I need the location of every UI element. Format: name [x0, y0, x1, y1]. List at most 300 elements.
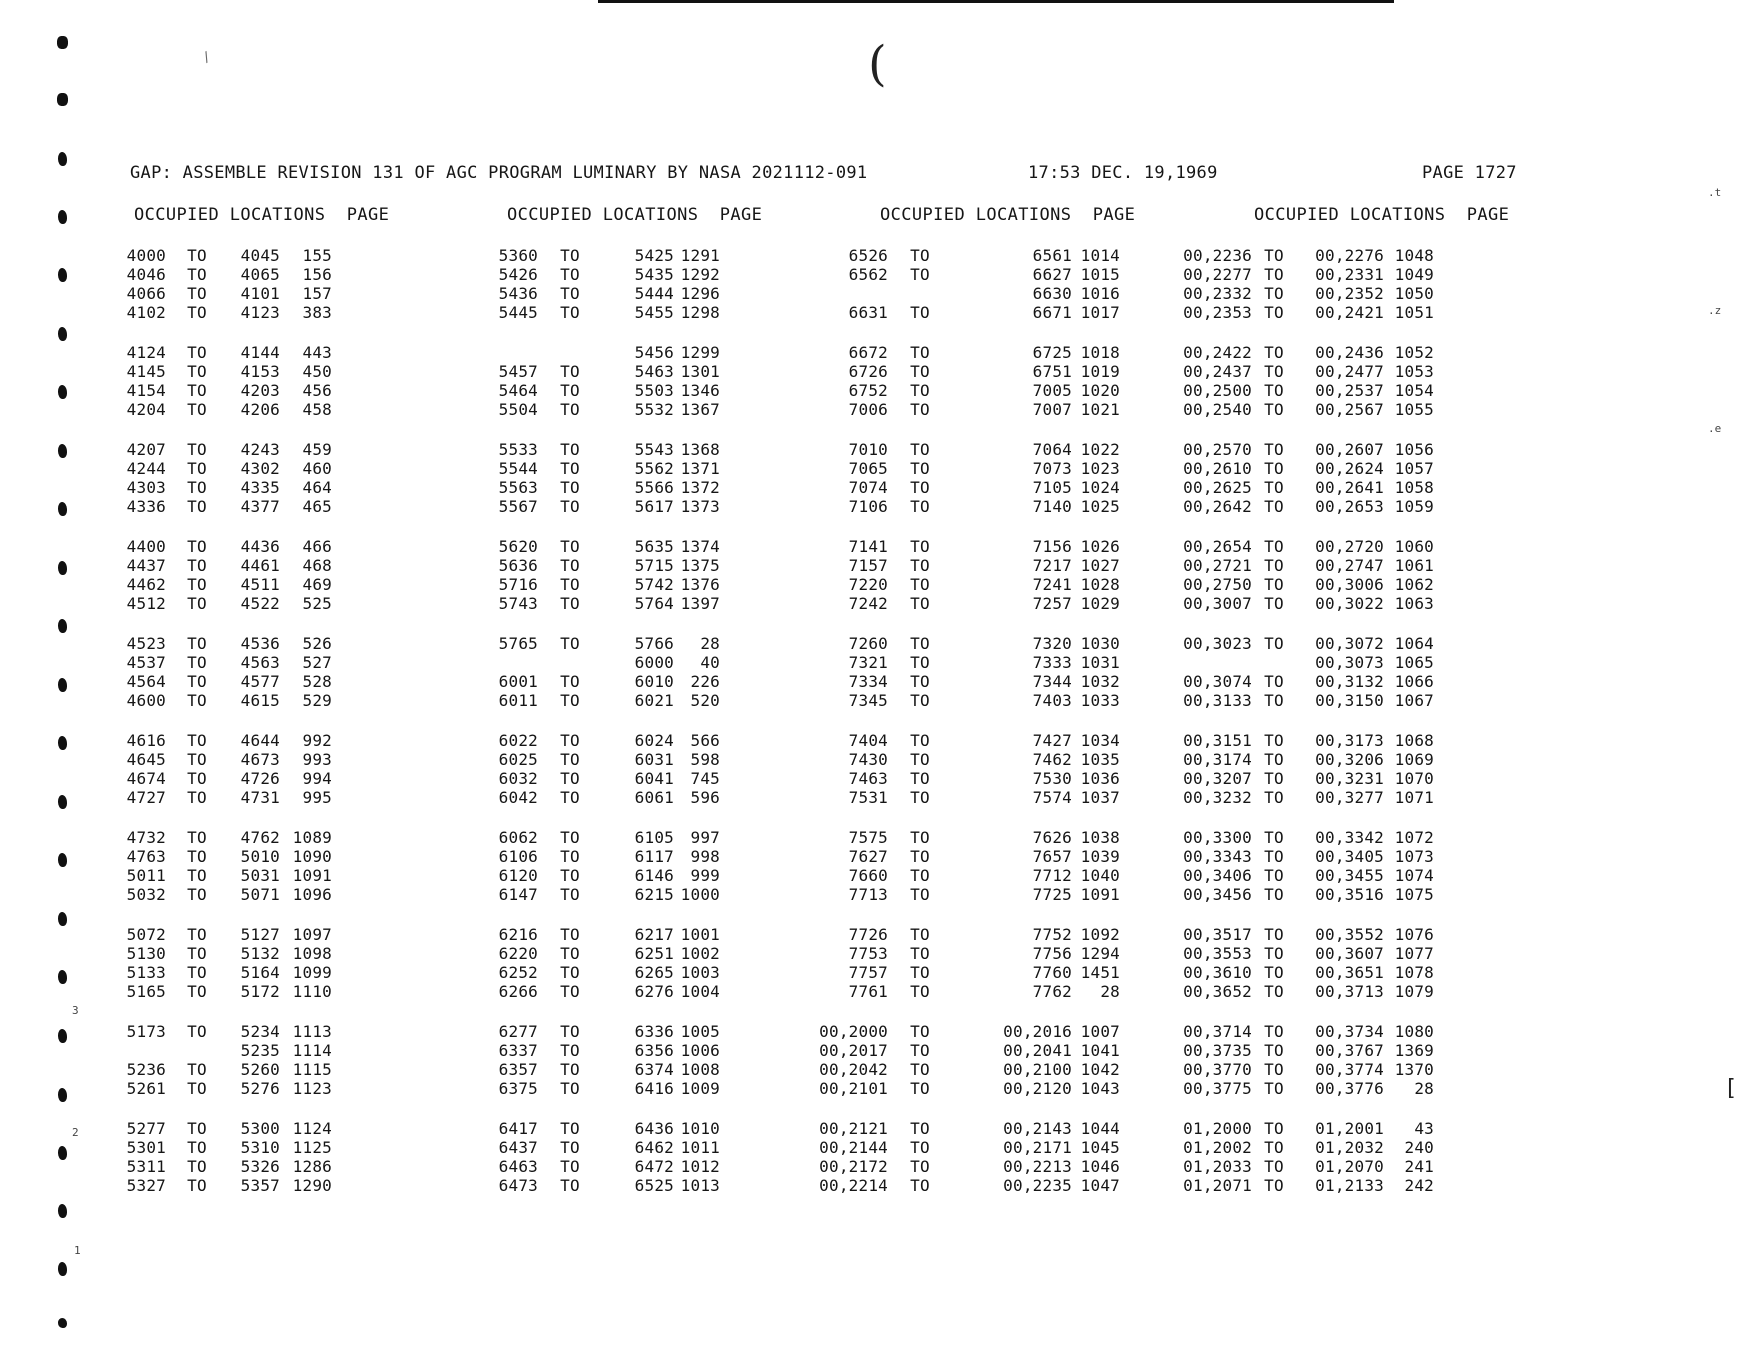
start-address: 7713: [848, 885, 888, 904]
location-group: [474, 537, 720, 634]
location-row: [816, 1060, 1120, 1079]
page-ref: 464: [302, 478, 332, 497]
page-ref: 1051: [1394, 303, 1434, 322]
end-address: 4536: [240, 634, 280, 653]
end-address: 6215: [634, 885, 674, 904]
page-ref: 40: [700, 653, 720, 672]
start-address: 01,2071: [1183, 1176, 1252, 1195]
to-keyword: TO: [560, 731, 580, 750]
end-address: 5617: [634, 497, 674, 516]
page-ref: 1065: [1394, 653, 1434, 672]
location-row: [816, 769, 1120, 788]
margin-mark: 2: [72, 1126, 79, 1139]
end-address: 00,2477: [1315, 362, 1384, 381]
location-row: [1170, 556, 1434, 575]
page-ref: 1451: [1080, 963, 1120, 982]
location-row: [816, 1157, 1120, 1176]
location-row: [816, 944, 1120, 963]
start-address: 4732: [126, 828, 166, 847]
to-keyword: TO: [187, 982, 207, 1001]
location-row: [102, 788, 332, 807]
page-ref: 1004: [680, 982, 720, 1001]
location-group: [1170, 828, 1434, 925]
to-keyword: TO: [187, 478, 207, 497]
to-keyword: TO: [560, 1022, 580, 1041]
start-address: 7334: [848, 672, 888, 691]
start-address: 6526: [848, 246, 888, 265]
to-keyword: TO: [560, 925, 580, 944]
location-row: [1170, 246, 1434, 265]
location-row: [816, 1176, 1120, 1195]
start-address: 7575: [848, 828, 888, 847]
end-address: 7344: [1032, 672, 1072, 691]
to-keyword: [888, 284, 952, 303]
start-address: 7404: [848, 731, 888, 750]
page-ref: 1022: [1080, 440, 1120, 459]
page-ref: 459: [302, 440, 332, 459]
end-address: 00,2436: [1315, 343, 1384, 362]
location-row: [816, 478, 1120, 497]
to-keyword: TO: [1264, 1022, 1284, 1041]
to-keyword: TO: [910, 1060, 930, 1079]
location-row: [102, 303, 332, 322]
end-address: 6374: [634, 1060, 674, 1079]
start-address: 6562: [848, 265, 888, 284]
locations-column: [102, 246, 332, 1216]
top-rule: [598, 0, 1394, 3]
start-address: 6032: [498, 769, 538, 788]
page-ref: 1073: [1394, 847, 1434, 866]
to-keyword: TO: [187, 537, 207, 556]
start-address: [474, 343, 538, 362]
location-row: [1170, 1138, 1434, 1157]
page-ref: 1038: [1080, 828, 1120, 847]
page-ref: 465: [302, 497, 332, 516]
page-ref: 450: [302, 362, 332, 381]
to-keyword: TO: [910, 653, 930, 672]
location-row: [474, 828, 720, 847]
end-address: 5127: [240, 925, 280, 944]
page-ref: 1091: [1080, 885, 1120, 904]
feed-hole: [58, 1204, 67, 1218]
to-keyword: TO: [910, 1138, 930, 1157]
start-address: 5636: [498, 556, 538, 575]
location-group: [474, 246, 720, 343]
start-address: 01,2033: [1183, 1157, 1252, 1176]
end-address: 01,2001: [1315, 1119, 1384, 1138]
location-row: [1170, 691, 1434, 710]
location-row: [474, 265, 720, 284]
location-row: [1170, 847, 1434, 866]
start-address: 00,3714: [1183, 1022, 1252, 1041]
to-keyword: TO: [1264, 1079, 1284, 1098]
start-address: [1170, 653, 1252, 672]
start-address: 4145: [126, 362, 166, 381]
column-header: OCCUPIED LOCATIONS PAGE: [880, 205, 1136, 225]
start-address: 6106: [498, 847, 538, 866]
location-row: [474, 1022, 720, 1041]
to-keyword: TO: [187, 381, 207, 400]
location-group: [102, 343, 332, 440]
location-group: [816, 343, 1120, 440]
location-row: [474, 575, 720, 594]
start-address: 4462: [126, 575, 166, 594]
to-keyword: TO: [187, 1138, 207, 1157]
end-address: 00,2653: [1315, 497, 1384, 516]
start-address: 7141: [848, 537, 888, 556]
to-keyword: [538, 343, 602, 362]
end-address: 00,2276: [1315, 246, 1384, 265]
to-keyword: TO: [187, 594, 207, 613]
location-group: [474, 925, 720, 1022]
page-ref: 997: [690, 828, 720, 847]
page-ref: 1009: [680, 1079, 720, 1098]
end-address: 5562: [634, 459, 674, 478]
page-ref: 1369: [1394, 1041, 1434, 1060]
page-ref: 1074: [1394, 866, 1434, 885]
end-address: 4101: [240, 284, 280, 303]
to-keyword: TO: [910, 1157, 930, 1176]
end-address: 5172: [240, 982, 280, 1001]
location-row: [816, 400, 1120, 419]
feed-hole: [58, 619, 67, 633]
location-row: [1170, 575, 1434, 594]
to-keyword: TO: [187, 1157, 207, 1176]
start-address: 5533: [498, 440, 538, 459]
page-ref: 1370: [1394, 1060, 1434, 1079]
location-row: [1170, 634, 1434, 653]
print-timestamp: 17:53 DEC. 19,1969: [1028, 163, 1218, 183]
start-address: 5360: [498, 246, 538, 265]
start-address: 00,2214: [819, 1176, 888, 1195]
start-address: 5445: [498, 303, 538, 322]
end-address: 00,3774: [1315, 1060, 1384, 1079]
to-keyword: TO: [187, 1022, 207, 1041]
page-ref: 1008: [680, 1060, 720, 1079]
to-keyword: TO: [1264, 866, 1284, 885]
location-row: [816, 1022, 1120, 1041]
location-row: [474, 750, 720, 769]
location-row: [102, 459, 332, 478]
end-address: 6356: [634, 1041, 674, 1060]
page-ref: 1015: [1080, 265, 1120, 284]
start-address: 5011: [126, 866, 166, 885]
to-keyword: TO: [910, 497, 930, 516]
to-keyword: TO: [1264, 459, 1284, 478]
to-keyword: TO: [910, 400, 930, 419]
to-keyword: TO: [910, 362, 930, 381]
end-address: 6561: [1032, 246, 1072, 265]
location-row: [102, 594, 332, 613]
to-keyword: TO: [1264, 497, 1284, 516]
to-keyword: TO: [187, 440, 207, 459]
start-address: 00,3610: [1183, 963, 1252, 982]
page-ref: 1367: [680, 400, 720, 419]
location-group: [1170, 925, 1434, 1022]
start-address: 00,3775: [1183, 1079, 1252, 1098]
start-address: 00,3517: [1183, 925, 1252, 944]
location-row: [474, 400, 720, 419]
start-address: 7220: [848, 575, 888, 594]
end-address: 00,2213: [1003, 1157, 1072, 1176]
end-address: 00,3455: [1315, 866, 1384, 885]
page-ref: 1092: [1080, 925, 1120, 944]
end-address: 00,3006: [1315, 575, 1384, 594]
end-address: 4644: [240, 731, 280, 750]
end-address: 00,3767: [1315, 1041, 1384, 1060]
to-keyword: [166, 1041, 228, 1060]
end-address: 00,2421: [1315, 303, 1384, 322]
start-address: 00,3553: [1183, 944, 1252, 963]
feed-hole: [58, 327, 67, 341]
page-ref: 1114: [292, 1041, 332, 1060]
start-address: 5032: [126, 885, 166, 904]
start-address: 00,2642: [1183, 497, 1252, 516]
end-address: 00,2331: [1315, 265, 1384, 284]
end-address: 00,3776: [1315, 1079, 1384, 1098]
start-address: 6042: [498, 788, 538, 807]
location-row: [1170, 343, 1434, 362]
start-address: 4207: [126, 440, 166, 459]
end-address: 6265: [634, 963, 674, 982]
end-address: 7403: [1032, 691, 1072, 710]
location-row: [474, 1176, 720, 1195]
end-address: 7762: [1032, 982, 1072, 1001]
page-ref: 1019: [1080, 362, 1120, 381]
start-address: 7106: [848, 497, 888, 516]
end-address: 5010: [240, 847, 280, 866]
to-keyword: TO: [1264, 362, 1284, 381]
to-keyword: TO: [187, 459, 207, 478]
feed-hole: [57, 36, 68, 49]
to-keyword: [538, 653, 602, 672]
location-row: [816, 303, 1120, 322]
end-address: 6217: [634, 925, 674, 944]
end-address: 00,3173: [1315, 731, 1384, 750]
to-keyword: TO: [187, 1079, 207, 1098]
page-ref: 1110: [292, 982, 332, 1001]
location-row: [474, 982, 720, 1001]
start-address: 4336: [126, 497, 166, 516]
page-ref: 383: [302, 303, 332, 322]
page-ref: 155: [302, 246, 332, 265]
location-row: [102, 381, 332, 400]
page-ref: 1046: [1080, 1157, 1120, 1176]
to-keyword: TO: [1264, 556, 1284, 575]
to-keyword: TO: [910, 440, 930, 459]
location-group: [1170, 731, 1434, 828]
margin-mark: .e: [1708, 422, 1722, 435]
end-address: 00,3277: [1315, 788, 1384, 807]
start-address: 7010: [848, 440, 888, 459]
page-ref: 1123: [292, 1079, 332, 1098]
location-row: [102, 246, 332, 265]
page-ref: 1027: [1080, 556, 1120, 575]
page-ref: 1301: [680, 362, 720, 381]
end-address: 4673: [240, 750, 280, 769]
end-address: 6251: [634, 944, 674, 963]
location-row: [1170, 400, 1434, 419]
page-ref: 1036: [1080, 769, 1120, 788]
end-address: 4731: [240, 788, 280, 807]
page-ref: 1397: [680, 594, 720, 613]
location-row: [816, 594, 1120, 613]
start-address: 01,2000: [1183, 1119, 1252, 1138]
start-address: 4000: [126, 246, 166, 265]
page-ref: 1048: [1394, 246, 1434, 265]
end-address: 00,3651: [1315, 963, 1384, 982]
feed-hole: [58, 444, 67, 458]
end-address: 5532: [634, 400, 674, 419]
to-keyword: TO: [1264, 284, 1284, 303]
to-keyword: TO: [187, 885, 207, 904]
locations-column: [1170, 246, 1434, 1216]
location-row: [816, 1041, 1120, 1060]
feed-hole: [58, 853, 67, 867]
to-keyword: TO: [560, 1060, 580, 1079]
start-address: 7463: [848, 769, 888, 788]
page-ref: 469: [302, 575, 332, 594]
location-group: [474, 634, 720, 731]
start-address: 4437: [126, 556, 166, 575]
page-header: [130, 163, 1530, 243]
end-address: 4144: [240, 343, 280, 362]
start-address: 6417: [498, 1119, 538, 1138]
start-address: 7260: [848, 634, 888, 653]
start-address: 00,2540: [1183, 400, 1252, 419]
to-keyword: TO: [1264, 246, 1284, 265]
location-group: [474, 1022, 720, 1119]
page-ref: 156: [302, 265, 332, 284]
location-row: [474, 362, 720, 381]
end-address: 4153: [240, 362, 280, 381]
end-address: 6751: [1032, 362, 1072, 381]
feed-hole: [58, 210, 67, 224]
location-row: [474, 769, 720, 788]
to-keyword: TO: [910, 459, 930, 478]
location-row: [816, 731, 1120, 750]
to-keyword: TO: [560, 537, 580, 556]
page-ref: 520: [690, 691, 720, 710]
end-address: 4203: [240, 381, 280, 400]
to-keyword: TO: [1264, 788, 1284, 807]
end-address: 4563: [240, 653, 280, 672]
to-keyword: TO: [910, 556, 930, 575]
location-row: [1170, 885, 1434, 904]
start-address: 4124: [126, 343, 166, 362]
start-address: 00,2042: [819, 1060, 888, 1079]
start-address: 6337: [498, 1041, 538, 1060]
start-address: 4674: [126, 769, 166, 788]
start-address: 00,2422: [1183, 343, 1252, 362]
end-address: 6416: [634, 1079, 674, 1098]
end-address: 5310: [240, 1138, 280, 1157]
end-address: 6627: [1032, 265, 1072, 284]
end-address: 00,2720: [1315, 537, 1384, 556]
locations-column: [816, 246, 1120, 1216]
start-address: 00,3652: [1183, 982, 1252, 1001]
page-ref: 1375: [680, 556, 720, 575]
location-row: [102, 847, 332, 866]
location-row: [102, 284, 332, 303]
start-address: 00,2625: [1183, 478, 1252, 497]
end-address: 00,3552: [1315, 925, 1384, 944]
location-row: [1170, 362, 1434, 381]
end-address: 5132: [240, 944, 280, 963]
margin-mark: .z: [1708, 304, 1722, 317]
end-address: 7657: [1032, 847, 1072, 866]
location-row: [816, 556, 1120, 575]
location-row: [102, 982, 332, 1001]
location-row: [474, 381, 720, 400]
start-address: 00,3232: [1183, 788, 1252, 807]
start-address: 00,2750: [1183, 575, 1252, 594]
location-row: [474, 497, 720, 516]
location-group: [474, 1119, 720, 1216]
page-ref: 1017: [1080, 303, 1120, 322]
to-keyword: TO: [560, 265, 580, 284]
start-address: 00,2500: [1183, 381, 1252, 400]
location-group: [102, 537, 332, 634]
start-address: 00,2437: [1183, 362, 1252, 381]
location-row: [1170, 497, 1434, 516]
end-address: 00,2747: [1315, 556, 1384, 575]
end-address: 6024: [634, 731, 674, 750]
to-keyword: TO: [1264, 847, 1284, 866]
to-keyword: TO: [1264, 769, 1284, 788]
end-address: 00,2567: [1315, 400, 1384, 419]
to-keyword: TO: [910, 963, 930, 982]
page-ref: 1376: [680, 575, 720, 594]
end-address: 6061: [634, 788, 674, 807]
location-row: [102, 1176, 332, 1195]
to-keyword: TO: [910, 478, 930, 497]
end-address: 5164: [240, 963, 280, 982]
start-address: 00,2332: [1183, 284, 1252, 303]
column-header: OCCUPIED LOCATIONS PAGE: [507, 205, 763, 225]
location-row: [474, 963, 720, 982]
to-keyword: TO: [187, 944, 207, 963]
start-address: 7242: [848, 594, 888, 613]
start-address: 5464: [498, 381, 538, 400]
feed-hole: [58, 795, 67, 809]
end-address: 5326: [240, 1157, 280, 1176]
location-row: [474, 691, 720, 710]
to-keyword: TO: [910, 1022, 930, 1041]
page-ref: 1044: [1080, 1119, 1120, 1138]
end-address: 5543: [634, 440, 674, 459]
page-ref: 1005: [680, 1022, 720, 1041]
page-ref: 1033: [1080, 691, 1120, 710]
location-group: [1170, 1119, 1434, 1216]
start-address: 7074: [848, 478, 888, 497]
end-address: 4762: [240, 828, 280, 847]
location-group: [816, 537, 1120, 634]
start-address: 00,2610: [1183, 459, 1252, 478]
location-row: [102, 575, 332, 594]
end-address: 7005: [1032, 381, 1072, 400]
page-ref: 1059: [1394, 497, 1434, 516]
location-row: [474, 303, 720, 322]
to-keyword: TO: [560, 1079, 580, 1098]
end-address: 7156: [1032, 537, 1072, 556]
end-address: 4577: [240, 672, 280, 691]
location-row: [816, 828, 1120, 847]
end-address: 7064: [1032, 440, 1072, 459]
location-row: [102, 944, 332, 963]
location-row: [474, 1138, 720, 1157]
end-address: 00,2537: [1315, 381, 1384, 400]
